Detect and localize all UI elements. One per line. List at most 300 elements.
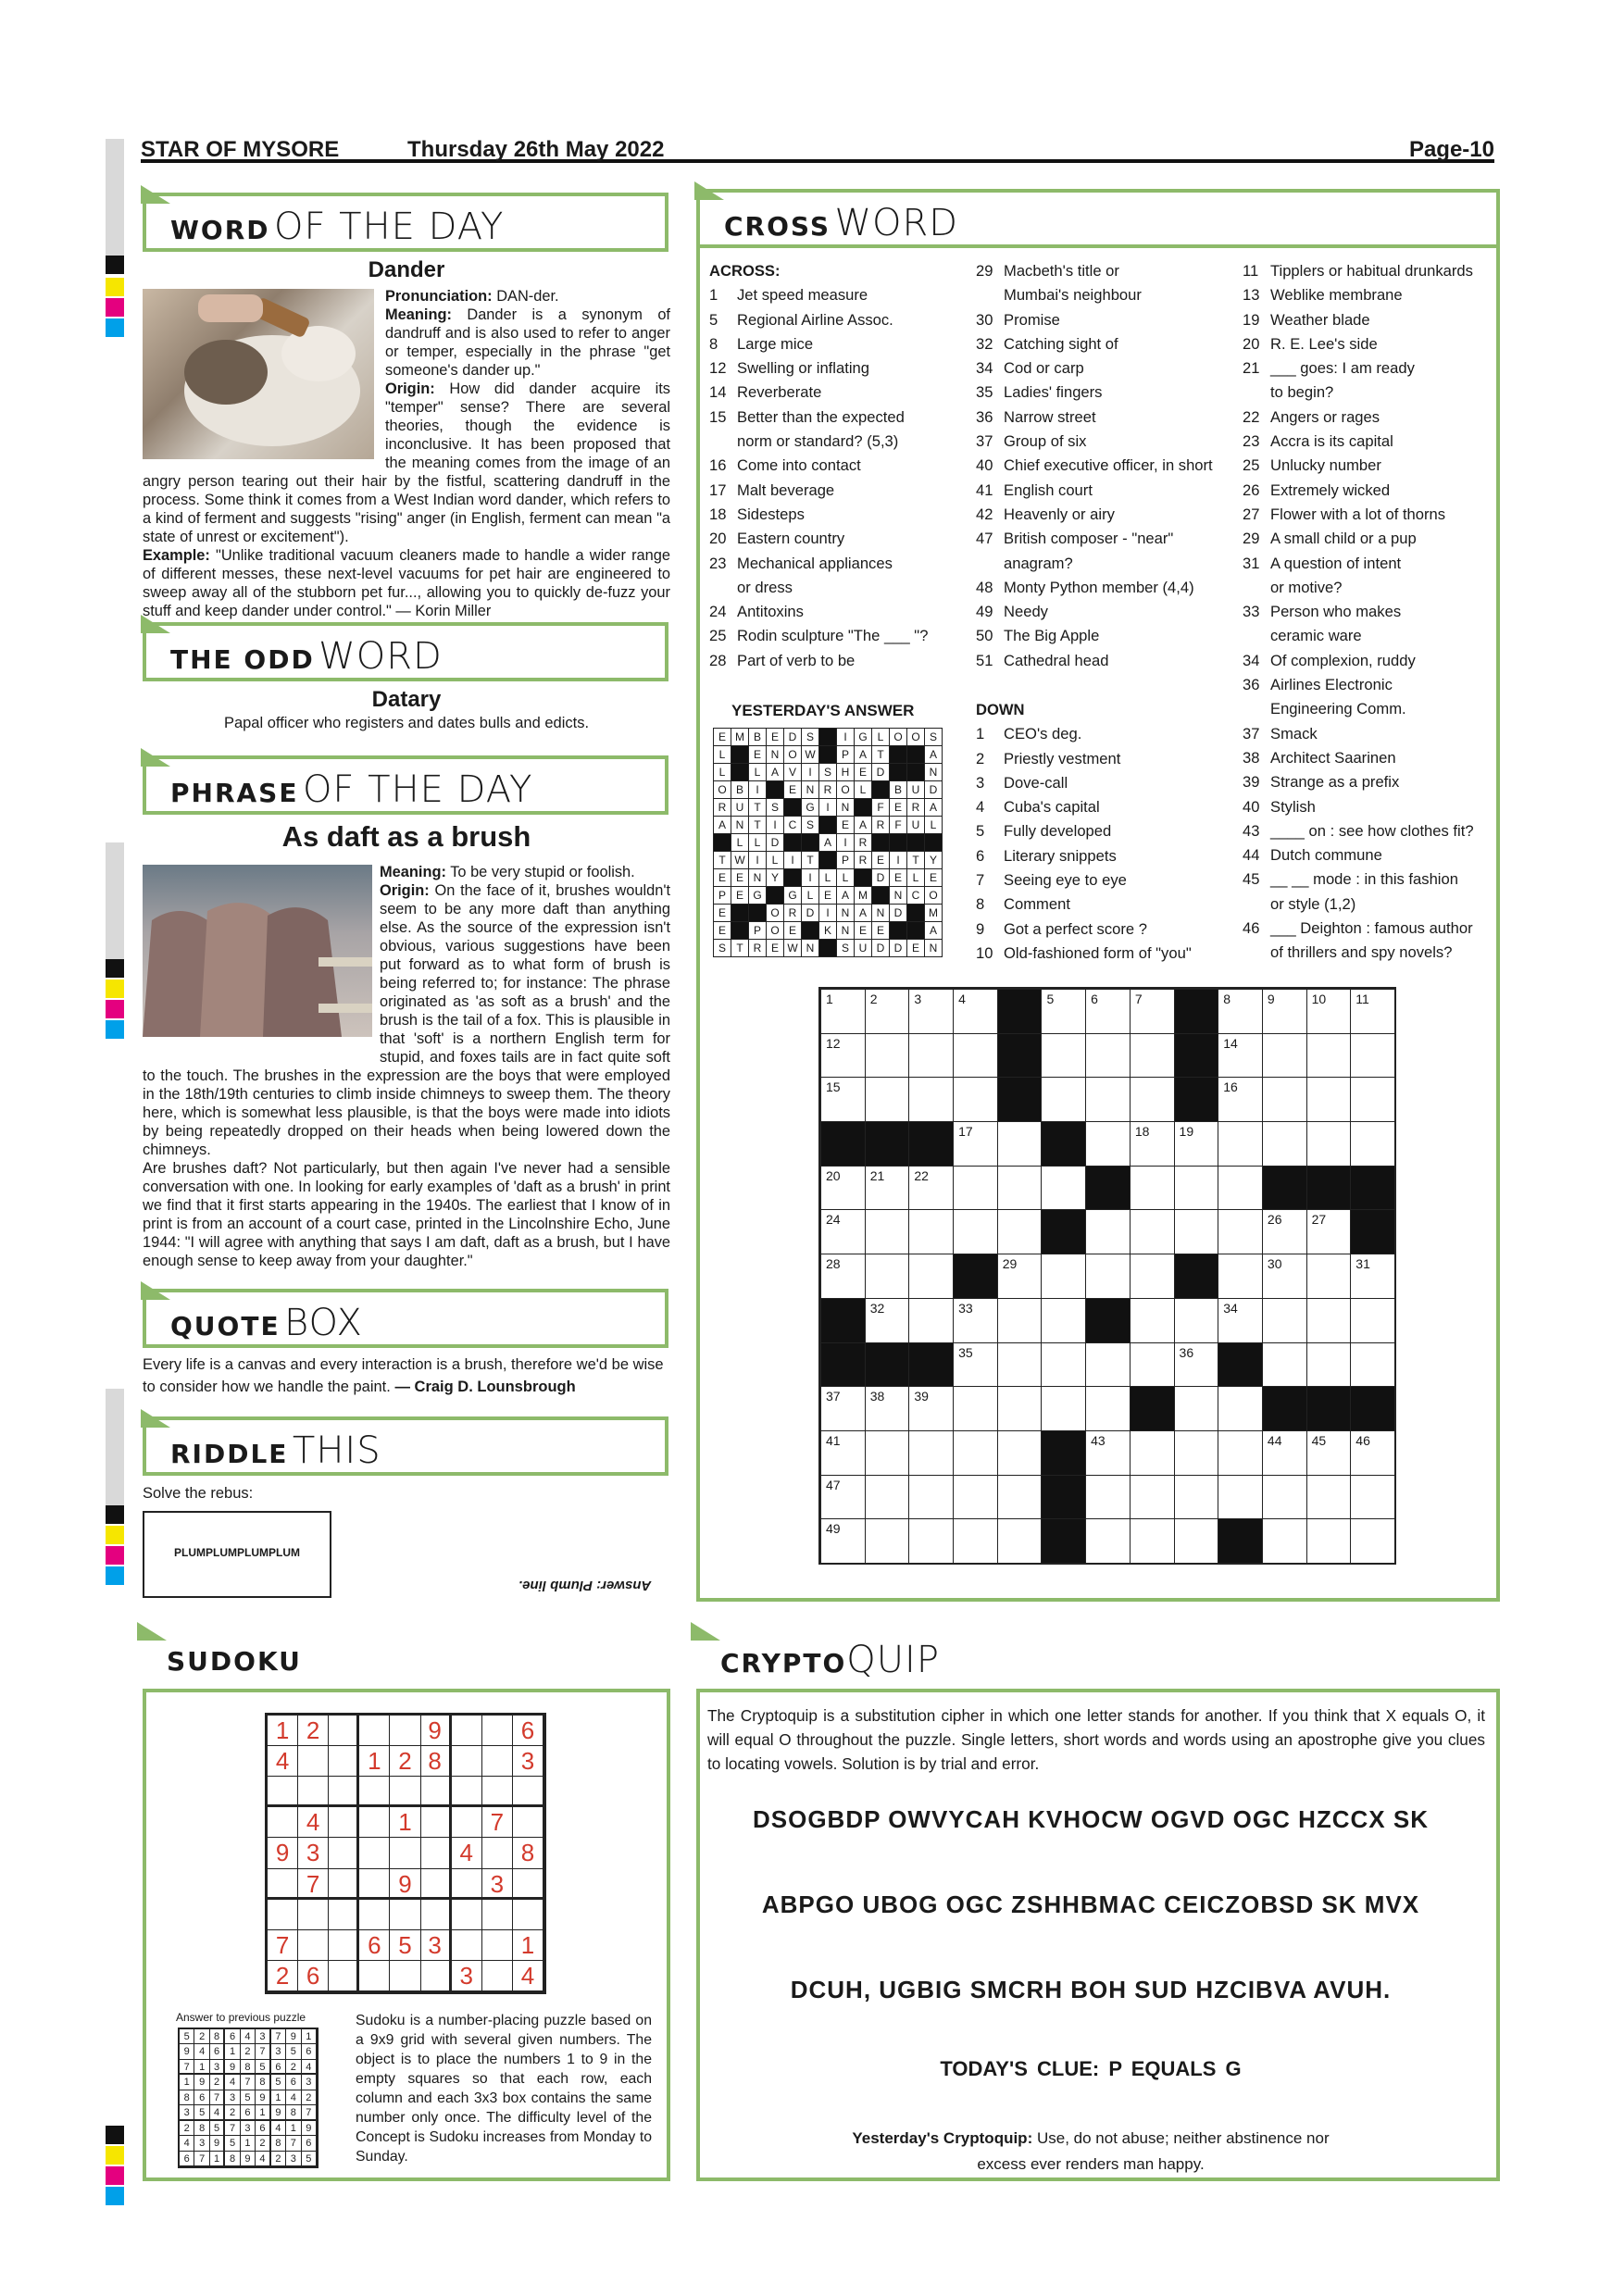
- clue-number: 25: [1243, 456, 1260, 475]
- page-number: Page-10: [1408, 137, 1494, 162]
- crossword-cell[interactable]: [865, 1430, 910, 1476]
- crossword-cell[interactable]: [908, 1166, 954, 1211]
- answer-cell: [818, 745, 837, 764]
- clue-item: [1243, 819, 1493, 843]
- crossword-cell[interactable]: [1218, 1430, 1263, 1476]
- crossword-cell[interactable]: [997, 1166, 1043, 1211]
- answer-cell: R: [783, 904, 802, 922]
- sudoku-cell[interactable]: [390, 1900, 420, 1930]
- clue-text: ____ on : see how clothes fit?: [1270, 821, 1474, 840]
- crossword-cell[interactable]: [1085, 1475, 1131, 1520]
- crossword-cell[interactable]: [1041, 1254, 1086, 1299]
- sudoku-cell[interactable]: [452, 1807, 482, 1838]
- registration-swatch: [106, 1000, 124, 1018]
- crossword-cell[interactable]: [908, 1033, 954, 1079]
- crossword-cell[interactable]: [1262, 1298, 1307, 1343]
- sudoku-cell[interactable]: [329, 1777, 359, 1807]
- answer-cell: E: [766, 728, 784, 746]
- crossword-cell[interactable]: [953, 1475, 998, 1520]
- sudoku-cell[interactable]: [452, 1777, 482, 1807]
- crossword-cell[interactable]: [1085, 1209, 1131, 1254]
- crossword-cell[interactable]: [953, 1298, 998, 1343]
- crossword-cell[interactable]: [1085, 1121, 1131, 1167]
- clue-number: [1243, 941, 1270, 965]
- black-square: [1041, 1475, 1086, 1520]
- crossword-cell[interactable]: [997, 1121, 1043, 1167]
- sudoku-cell[interactable]: [421, 1777, 452, 1807]
- crossword-cell[interactable]: [953, 1209, 998, 1254]
- sudoku-cell[interactable]: 3: [452, 1961, 482, 1991]
- crossword-cell[interactable]: [1218, 1386, 1263, 1431]
- crossword-cell[interactable]: [1306, 1298, 1352, 1343]
- crossword-cell[interactable]: [908, 1386, 954, 1431]
- crossword-cell[interactable]: [953, 1430, 998, 1476]
- crossword-cell[interactable]: [865, 1077, 910, 1122]
- crossword-cell[interactable]: [1174, 1121, 1219, 1167]
- registration-swatch: [106, 2166, 124, 2185]
- crossword-cell[interactable]: [1262, 1475, 1307, 1520]
- sudoku-cell[interactable]: [482, 1777, 513, 1807]
- crossword-cell[interactable]: [1174, 1298, 1219, 1343]
- clue-item: [976, 283, 1226, 307]
- clue-number: 23: [1243, 432, 1260, 451]
- sudoku-cell[interactable]: 4: [452, 1838, 482, 1868]
- crossword-cell[interactable]: [1085, 1254, 1131, 1299]
- crossword-cell[interactable]: [908, 1475, 954, 1520]
- crossword-cell[interactable]: [1350, 1033, 1395, 1079]
- sudoku-cell[interactable]: [298, 1746, 329, 1777]
- crossword-cell[interactable]: [1085, 1077, 1131, 1122]
- clue-item: [1243, 600, 1493, 624]
- sudoku-cell[interactable]: 2: [390, 1746, 420, 1777]
- sudoku-cell: 4: [180, 2136, 194, 2151]
- crossword-cell[interactable]: [1174, 1475, 1219, 1520]
- crossword-cell[interactable]: [1085, 989, 1131, 1034]
- crossword-cell[interactable]: [953, 1166, 998, 1211]
- answer-cell: I: [836, 833, 855, 852]
- crossword-cell[interactable]: [1041, 1033, 1086, 1079]
- crossword-cell[interactable]: [1306, 1254, 1352, 1299]
- clue-text: Engineering Comm.: [1270, 700, 1406, 718]
- corner-flag-icon: [141, 1409, 170, 1428]
- sudoku-cell[interactable]: [513, 1807, 543, 1838]
- sudoku-cell[interactable]: 9: [268, 1838, 298, 1868]
- answer-cell: L: [818, 868, 837, 887]
- answer-cell: [871, 886, 890, 905]
- down-heading: DOWN: [976, 701, 1025, 718]
- answer-cell: [801, 833, 819, 852]
- crossword-cell[interactable]: [1306, 1077, 1352, 1122]
- crossword-cell[interactable]: [820, 1254, 866, 1299]
- sudoku-cell[interactable]: [421, 1838, 452, 1868]
- sudoku-cell: 7: [225, 2121, 240, 2136]
- sudoku-cell[interactable]: 7: [482, 1807, 513, 1838]
- crossword-cell[interactable]: [997, 1475, 1043, 1520]
- sudoku-cell[interactable]: [390, 1716, 420, 1746]
- crossword-cell[interactable]: [865, 1386, 910, 1431]
- sudoku-cell[interactable]: [359, 1900, 390, 1930]
- corner-flag-icon: [694, 181, 724, 200]
- answer-cell: D: [783, 728, 802, 746]
- answer-cell: [889, 833, 907, 852]
- sudoku-cell[interactable]: [421, 1807, 452, 1838]
- sudoku-cell[interactable]: 3: [298, 1838, 329, 1868]
- sudoku-cell[interactable]: 8: [421, 1746, 452, 1777]
- crossword-cell[interactable]: [997, 1209, 1043, 1254]
- sudoku-grid[interactable]: [265, 1713, 546, 1994]
- sudoku-cell[interactable]: [452, 1900, 482, 1930]
- black-square: [997, 1033, 1043, 1079]
- crossword-cell[interactable]: [820, 989, 866, 1034]
- cell-number: 17: [958, 1124, 973, 1140]
- odd-word-title-box: [143, 622, 668, 681]
- crossword-cell[interactable]: [865, 1475, 910, 1520]
- sudoku-cell[interactable]: 5: [390, 1930, 420, 1961]
- cell-number: 7: [1134, 992, 1143, 1006]
- sudoku-cell[interactable]: [482, 1961, 513, 1991]
- crossword-cell[interactable]: [820, 1386, 866, 1431]
- answer-cell: S: [766, 798, 784, 817]
- black-square: [1174, 1254, 1219, 1299]
- clue-number: 39: [1243, 773, 1260, 792]
- sudoku-cell[interactable]: 8: [513, 1838, 543, 1868]
- sudoku-cell[interactable]: [513, 1777, 543, 1807]
- clue-item: [709, 527, 959, 551]
- sudoku-cell[interactable]: [359, 1838, 390, 1868]
- crossword-cell[interactable]: [820, 1475, 866, 1520]
- crossword-cell[interactable]: [1350, 1077, 1395, 1122]
- sudoku-cell[interactable]: 1: [513, 1930, 543, 1961]
- crossword-cell[interactable]: [1085, 1342, 1131, 1388]
- crossword-cell[interactable]: [1306, 1342, 1352, 1388]
- crossword-cell[interactable]: [1174, 1430, 1219, 1476]
- sudoku-cell[interactable]: [452, 1930, 482, 1961]
- riddle-title: RIDDLE THIS: [170, 1429, 381, 1472]
- crossword-cell[interactable]: [908, 989, 954, 1034]
- crossword-cell[interactable]: [1262, 1342, 1307, 1388]
- sudoku-cell[interactable]: [482, 1930, 513, 1961]
- crossword-cell[interactable]: [1350, 989, 1395, 1034]
- sudoku-cell[interactable]: [452, 1869, 482, 1900]
- clue-text: Narrow street: [1004, 407, 1096, 426]
- sudoku-cell[interactable]: 3: [421, 1930, 452, 1961]
- sudoku-cell[interactable]: [268, 1807, 298, 1838]
- sudoku-cell[interactable]: [482, 1900, 513, 1930]
- sudoku-cell[interactable]: [452, 1716, 482, 1746]
- sudoku-cell[interactable]: 7: [268, 1930, 298, 1961]
- crossword-cell[interactable]: [865, 1298, 910, 1343]
- crossword-cell[interactable]: [1306, 1475, 1352, 1520]
- crossword-cell[interactable]: [1130, 1342, 1175, 1388]
- crossword-cell[interactable]: [1130, 1209, 1175, 1254]
- crossword-cell[interactable]: [1085, 1033, 1131, 1079]
- crossword-cell[interactable]: [1306, 1033, 1352, 1079]
- sudoku-cell[interactable]: [421, 1900, 452, 1930]
- sudoku-cell[interactable]: [421, 1869, 452, 1900]
- sudoku-cell[interactable]: 2: [298, 1716, 329, 1746]
- crossword-cell[interactable]: [997, 1298, 1043, 1343]
- crossword-cell[interactable]: [1130, 989, 1175, 1034]
- sudoku-cell[interactable]: [359, 1777, 390, 1807]
- sudoku-cell[interactable]: [329, 1716, 359, 1746]
- sudoku-cell[interactable]: [452, 1746, 482, 1777]
- crossword-grid[interactable]: [818, 987, 1396, 1565]
- sudoku-cell[interactable]: 3: [482, 1869, 513, 1900]
- crossword-cell[interactable]: [1350, 1121, 1395, 1167]
- crossword-cell[interactable]: [908, 1430, 954, 1476]
- crossword-cell[interactable]: [820, 1166, 866, 1211]
- sudoku-cell[interactable]: 9: [390, 1869, 420, 1900]
- crossword-cell[interactable]: [908, 1254, 954, 1299]
- crossword-cell[interactable]: [1218, 1033, 1263, 1079]
- sudoku-cell[interactable]: [329, 1900, 359, 1930]
- sudoku-cell: 6: [210, 2044, 225, 2059]
- sudoku-cell: 2: [241, 2044, 256, 2059]
- sudoku-cell[interactable]: [268, 1777, 298, 1807]
- crossword-cell[interactable]: [820, 1077, 866, 1122]
- crossword-cell[interactable]: [1041, 989, 1086, 1034]
- sudoku-title: SUDOKU: [167, 1646, 302, 1677]
- answer-cell: E: [924, 868, 943, 887]
- crossword-cell[interactable]: [1218, 1077, 1263, 1122]
- crossword-cell[interactable]: [1041, 1166, 1086, 1211]
- clue-text: Dove-call: [1004, 773, 1068, 792]
- sudoku-cell[interactable]: [513, 1900, 543, 1930]
- sudoku-cell[interactable]: [482, 1746, 513, 1777]
- crossword-cell[interactable]: [908, 1518, 954, 1564]
- sudoku-cell[interactable]: [359, 1716, 390, 1746]
- sudoku-cell: 2: [302, 2090, 317, 2105]
- crossword-cell[interactable]: [1130, 1166, 1175, 1211]
- crossword-cell[interactable]: [1174, 1386, 1219, 1431]
- answer-cell: N: [924, 763, 943, 781]
- answer-cell: E: [783, 780, 802, 799]
- crossword-cell[interactable]: [1041, 1386, 1086, 1431]
- crossword-cell[interactable]: [1262, 1121, 1307, 1167]
- crossword-cell[interactable]: [953, 1077, 998, 1122]
- crossword-cell[interactable]: [865, 1033, 910, 1079]
- crossword-cell[interactable]: [1306, 989, 1352, 1034]
- crossword-cell[interactable]: [1218, 989, 1263, 1034]
- crossword-cell[interactable]: [1306, 1209, 1352, 1254]
- sudoku-cell[interactable]: [390, 1777, 420, 1807]
- clue-number: 44: [1243, 846, 1260, 865]
- sudoku-cell[interactable]: [390, 1838, 420, 1868]
- sudoku-cell[interactable]: 4: [298, 1807, 329, 1838]
- registration-swatch: [106, 1566, 124, 1585]
- sudoku-cell[interactable]: [329, 1930, 359, 1961]
- crossword-cell[interactable]: [1085, 1518, 1131, 1564]
- crossword-cell[interactable]: [1262, 1209, 1307, 1254]
- sudoku-cell[interactable]: [329, 1807, 359, 1838]
- crossword-cell[interactable]: [865, 1254, 910, 1299]
- crossword-cell[interactable]: [1218, 1475, 1263, 1520]
- crossword-cell[interactable]: [1218, 1166, 1263, 1211]
- black-square: [953, 1254, 998, 1299]
- crossword-cell[interactable]: [997, 1342, 1043, 1388]
- clue-item: [976, 576, 1226, 600]
- crossword-cell[interactable]: [997, 1386, 1043, 1431]
- sudoku-cell[interactable]: [513, 1869, 543, 1900]
- crossword-cell[interactable]: [865, 1209, 910, 1254]
- sudoku-cell[interactable]: [298, 1930, 329, 1961]
- sudoku-cell[interactable]: [329, 1746, 359, 1777]
- sudoku-cell: 1: [256, 2105, 270, 2120]
- crossword-cell[interactable]: [1174, 1209, 1219, 1254]
- crossword-cell[interactable]: [1218, 1121, 1263, 1167]
- clue-text: CEO's deg.: [1004, 725, 1082, 743]
- sudoku-cell[interactable]: 1: [359, 1746, 390, 1777]
- clue-number: 10: [976, 943, 993, 962]
- crossword-cell[interactable]: [1218, 1298, 1263, 1343]
- crossword-cell[interactable]: [1130, 1254, 1175, 1299]
- clue-text: ceramic ware: [1270, 627, 1362, 645]
- sudoku-cell[interactable]: 1: [390, 1807, 420, 1838]
- registration-swatch: [106, 1505, 124, 1524]
- clue-number: [1243, 697, 1270, 721]
- crossword-cell[interactable]: [1350, 1254, 1395, 1299]
- crossword-cell[interactable]: [997, 1254, 1043, 1299]
- sudoku-cell[interactable]: [482, 1716, 513, 1746]
- sudoku-cell[interactable]: [421, 1961, 452, 1991]
- crossword-cell[interactable]: [1306, 1518, 1352, 1564]
- sudoku-cell[interactable]: [359, 1807, 390, 1838]
- sudoku-cell[interactable]: 4: [513, 1961, 543, 1991]
- crossword-cell[interactable]: [1130, 1033, 1175, 1079]
- clue-item: [1243, 770, 1493, 794]
- crossword-cell[interactable]: [1085, 1386, 1131, 1431]
- crossword-cell[interactable]: [1041, 1077, 1086, 1122]
- answer-cell: O: [783, 745, 802, 764]
- crossword-cell[interactable]: [1218, 1254, 1263, 1299]
- clue-text: Swelling or inflating: [737, 359, 869, 378]
- crossword-cell[interactable]: [1262, 1254, 1307, 1299]
- answer-cell: A: [854, 816, 872, 834]
- clue-text: Got a perfect score ?: [1004, 919, 1147, 938]
- answer-cell: N: [748, 868, 767, 887]
- crossword-cell[interactable]: [1350, 1475, 1395, 1520]
- sudoku-cell[interactable]: 7: [298, 1869, 329, 1900]
- sudoku-cell[interactable]: [329, 1961, 359, 1991]
- answer-cell: R: [906, 798, 925, 817]
- sudoku-cell[interactable]: [268, 1869, 298, 1900]
- crossword-cell[interactable]: [1174, 1342, 1219, 1388]
- clue-item: [1243, 795, 1493, 819]
- crossword-cell[interactable]: [1130, 1430, 1175, 1476]
- crossword-cell[interactable]: [908, 1077, 954, 1122]
- clue-number: 35: [976, 383, 993, 402]
- sudoku-cell[interactable]: [268, 1900, 298, 1930]
- crossword-cell[interactable]: [1041, 1298, 1086, 1343]
- crossword-cell[interactable]: [1306, 1121, 1352, 1167]
- crossword-cell[interactable]: [1130, 1518, 1175, 1564]
- crossword-cell[interactable]: [865, 989, 910, 1034]
- crossword-cell[interactable]: [908, 1298, 954, 1343]
- crossword-cell[interactable]: [997, 1518, 1043, 1564]
- crossword-cell[interactable]: [908, 1209, 954, 1254]
- sudoku-cell: 6: [225, 2029, 240, 2044]
- crossword-cell[interactable]: [953, 1033, 998, 1079]
- answer-cell: O: [766, 904, 784, 922]
- crossword-cell[interactable]: [1262, 1518, 1307, 1564]
- sudoku-cell[interactable]: [298, 1900, 329, 1930]
- crossword-cell[interactable]: [1130, 1121, 1175, 1167]
- crossword-cell[interactable]: [953, 989, 998, 1034]
- sudoku-cell[interactable]: [390, 1961, 420, 1991]
- crossword-cell[interactable]: [953, 1342, 998, 1388]
- crossword-cell[interactable]: [820, 1209, 866, 1254]
- crossword-cell[interactable]: [820, 1033, 866, 1079]
- answer-cell: [871, 780, 890, 799]
- crossword-cell[interactable]: [1262, 1033, 1307, 1079]
- answer-cell: N: [801, 780, 819, 799]
- crossword-cell[interactable]: [865, 1166, 910, 1211]
- crossword-cell[interactable]: [1350, 1342, 1395, 1388]
- crossword-cell[interactable]: [820, 1518, 866, 1564]
- crossword-cell[interactable]: [1262, 989, 1307, 1034]
- clue-text: Accra is its capital: [1270, 432, 1393, 451]
- crossword-cell[interactable]: [1218, 1209, 1263, 1254]
- sudoku-cell[interactable]: 6: [298, 1961, 329, 1991]
- crossword-cell[interactable]: [1350, 1430, 1395, 1476]
- crossword-cell[interactable]: [1130, 1298, 1175, 1343]
- sudoku-cell[interactable]: 2: [268, 1961, 298, 1991]
- crossword-cell[interactable]: [1262, 1430, 1307, 1476]
- sudoku-cell[interactable]: [482, 1838, 513, 1868]
- crossword-cell[interactable]: [1350, 1518, 1395, 1564]
- sudoku-cell[interactable]: [298, 1777, 329, 1807]
- crossword-cell[interactable]: [1262, 1077, 1307, 1122]
- crossword-cell[interactable]: [1130, 1475, 1175, 1520]
- sudoku-cell[interactable]: 6: [359, 1930, 390, 1961]
- crossword-cell[interactable]: [997, 1430, 1043, 1476]
- clue-item: [1243, 917, 1493, 941]
- sudoku-cell[interactable]: 4: [268, 1746, 298, 1777]
- sudoku-cell[interactable]: 6: [513, 1716, 543, 1746]
- crossword-cell[interactable]: [1174, 1166, 1219, 1211]
- crossword-cell[interactable]: [953, 1518, 998, 1564]
- clue-number: 29: [1243, 530, 1260, 548]
- sudoku-cell[interactable]: [359, 1869, 390, 1900]
- crossword-cell[interactable]: [953, 1121, 998, 1167]
- crossword-cell[interactable]: [1130, 1077, 1175, 1122]
- answer-cell: O: [766, 921, 784, 940]
- crossword-cell[interactable]: [1085, 1430, 1131, 1476]
- registration-swatch: [106, 2126, 124, 2144]
- sudoku-cell[interactable]: [359, 1961, 390, 1991]
- sudoku-cell[interactable]: 3: [513, 1746, 543, 1777]
- crossword-cell[interactable]: [865, 1518, 910, 1564]
- crossword-cell[interactable]: [820, 1430, 866, 1476]
- crossword-cell[interactable]: [1174, 1518, 1219, 1564]
- crossword-cell[interactable]: [1350, 1298, 1395, 1343]
- clue-number: 15: [709, 407, 727, 426]
- crossword-cell[interactable]: [1306, 1430, 1352, 1476]
- cell-number: 28: [826, 1256, 841, 1272]
- cell-number: 35: [958, 1344, 973, 1360]
- sudoku-cell[interactable]: 9: [421, 1716, 452, 1746]
- crossword-cell[interactable]: [1041, 1342, 1086, 1388]
- sudoku-cell[interactable]: [329, 1869, 359, 1900]
- clue-number: 4: [976, 798, 985, 817]
- sudoku-cell[interactable]: 1: [268, 1716, 298, 1746]
- sudoku-cell[interactable]: [329, 1838, 359, 1868]
- cell-number: 26: [1267, 1212, 1282, 1228]
- crossword-cell[interactable]: [953, 1386, 998, 1431]
- clue-number: 20: [1243, 334, 1260, 353]
- answer-cell: A: [924, 745, 943, 764]
- clue-text: Person who makes: [1270, 603, 1402, 621]
